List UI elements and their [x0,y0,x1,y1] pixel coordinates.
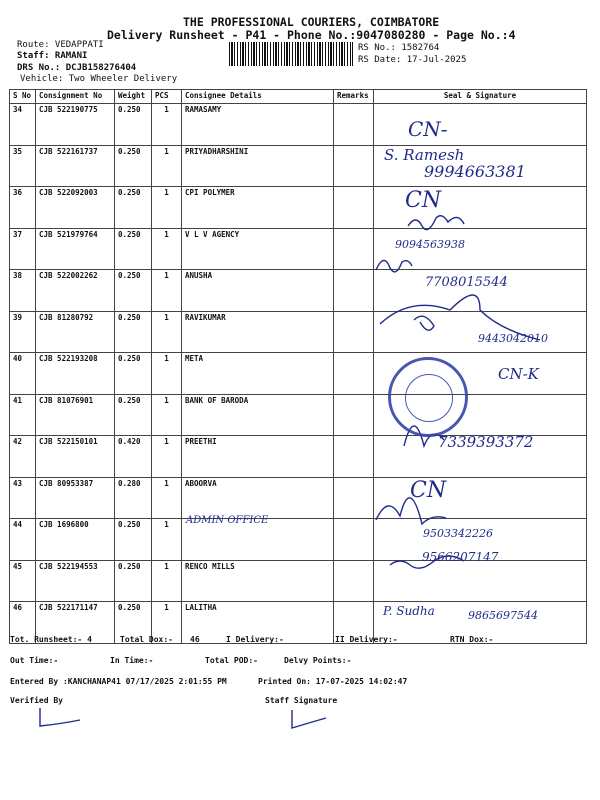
handwritten-mark: CN- [408,117,448,141]
table-header-row [10,90,587,104]
cell-weight: 0.250 [115,228,152,270]
cell-sno: 37 [10,228,36,270]
cell-pcs: 1 [152,104,182,146]
cell-consignment-no: CJB 522193208 [36,353,115,395]
cell-consignment-no: CJB 522002262 [36,270,115,312]
cell-weight: 0.250 [115,311,152,353]
cell-weight: 0.250 [115,353,152,395]
cell-pcs: 1 [152,519,182,561]
printed-on: Printed On: 17-07-2025 14:02:47 [258,677,408,686]
cell-consignee: V L V AGENCY [182,228,334,270]
cell-consignee: BANK OF BARODA [182,394,334,436]
cell-consignee: META [182,353,334,395]
handwritten-phone: 9094563938 [395,238,465,251]
seal-stamp [388,357,468,437]
handwritten-phone: 7708015544 [425,275,508,290]
cell-consignment-no: CJB 522171147 [36,602,115,644]
entered-by: Entered By :KANCHANAP41 07/17/2025 2:01:55 PM [10,677,227,686]
cell-pcs: 1 [152,145,182,187]
cell-weight: 0.250 [115,602,152,644]
cell-consignee: CPI POLYMER [182,187,334,229]
total-pod: Total POD:- [205,656,258,665]
cell-sno: 38 [10,270,36,312]
cell-sno: 36 [10,187,36,229]
cell-pcs: 1 [152,436,182,478]
cell-consignee: ANUSHA [182,270,334,312]
cell-consignment-no: CJB 81076901 [36,394,115,436]
cell-consignee: RAVIKUMAR [182,311,334,353]
col-sno: S No [10,90,36,104]
handwritten-mark: CN [410,478,447,503]
cell-weight: 0.250 [115,519,152,561]
signature-scribbles [360,110,590,630]
ii-delivery: II Delivery:- [335,635,398,644]
col-pcs: PCS [152,90,182,104]
barcode-image [229,42,353,66]
runsheet-subtitle: Delivery Runsheet - P41 - Phone No.:9047080280 - Page No.:4 [107,28,516,42]
cell-consignment-no: CJB 521979764 [36,228,115,270]
cell-consignment-no: CJB 522161737 [36,145,115,187]
cell-weight: 0.420 [115,436,152,478]
cell-consignment-no: CJB 522150101 [36,436,115,478]
handwritten-mark: CN-K [498,365,539,383]
cell-pcs: 1 [152,353,182,395]
col-weight: Weight [115,90,152,104]
cell-pcs: 1 [152,394,182,436]
col-seal-signature: Seal & Signature [374,90,587,104]
cell-weight: 0.250 [115,187,152,229]
in-time: In Time:- [110,656,154,665]
staff-signature: Staff Signature [265,696,338,705]
col-consignment: Consignment No [36,90,115,104]
verified-by: Verified By [10,696,63,705]
drs-number: DRS No.: DCJB158276404 [17,63,137,73]
out-time: Out Time:- [10,656,59,665]
total-dox-value: 46 [190,635,200,644]
cell-sno: 46 [10,602,36,644]
cell-consignee: ABOORVA [182,477,334,519]
cell-consignment-no: CJB 1696800 [36,519,115,561]
cell-sno: 40 [10,353,36,395]
cell-pcs: 1 [152,270,182,312]
cell-weight: 0.250 [115,270,152,312]
cell-pcs: 1 [152,311,182,353]
cell-consignee: RENCO MILLS [182,560,334,602]
cell-weight: 0.280 [115,477,152,519]
cell-pcs: 1 [152,560,182,602]
cell-sno: 44 [10,519,36,561]
cell-sno: 42 [10,436,36,478]
cell-pcs: 1 [152,187,182,229]
handwritten-name: S. Ramesh [384,146,465,164]
cell-weight: 0.250 [115,104,152,146]
cell-consignee: PRIYADHARSHINI [182,145,334,187]
col-remarks: Remarks [334,90,374,104]
cell-sno: 45 [10,560,36,602]
tot-runsheet: Tot. Runsheet:- 4 [10,635,92,644]
footer-signatures [30,706,350,736]
staff-label: Staff: RAMANI [17,51,88,61]
cell-sno: 34 [10,104,36,146]
rs-number: RS No.: 1582764 [358,43,440,53]
route-label: Route: VEDAPPATI [17,40,104,50]
cell-sno: 41 [10,394,36,436]
cell-consignment-no: CJB 81280792 [36,311,115,353]
cell-consignee: PREETHI [182,436,334,478]
rtn-dox: RTN Dox:- [450,635,494,644]
company-title: THE PROFESSIONAL COURIERS, COIMBATORE [183,15,440,29]
cell-sno: 35 [10,145,36,187]
handwritten-mark: CN [405,188,442,213]
cell-consignee: RAMASAMY [182,104,334,146]
cell-pcs: 1 [152,477,182,519]
cell-consignee: LALITHA [182,602,334,644]
cell-sno: 43 [10,477,36,519]
cell-consignment-no: CJB 80953387 [36,477,115,519]
cell-weight: 0.250 [115,560,152,602]
handwritten-phone: 9865697544 [468,609,538,622]
handwritten-consignee: ADMIN OFFICE [186,515,269,526]
handwritten-phone: 9503342226 [423,527,493,540]
seal-stamp-inner [405,374,453,422]
cell-weight: 0.250 [115,145,152,187]
cell-consignment-no: CJB 522190775 [36,104,115,146]
handwritten-phone: 9443042010 [478,332,548,345]
handwritten-phone: 7339393372 [438,433,534,451]
i-delivery: I Delivery:- [226,635,284,644]
col-consignee: Consignee Details [182,90,334,104]
cell-pcs: 1 [152,228,182,270]
vehicle-label: Vehicle: Two Wheeler Delivery [20,74,178,84]
handwritten-name: P. Sudha [383,604,435,618]
total-dox-label: Total Dox:- [120,635,173,644]
delvy-points: Delvy Points:- [284,656,352,665]
handwritten-phone: 9566207147 [422,550,499,564]
cell-sno: 39 [10,311,36,353]
rs-date: RS Date: 17-Jul-2025 [358,55,467,65]
cell-pcs: 1 [152,602,182,644]
cell-consignment-no: CJB 522194553 [36,560,115,602]
cell-consignment-no: CJB 522092003 [36,187,115,229]
handwritten-phone: 9994663381 [424,162,526,181]
cell-weight: 0.250 [115,394,152,436]
